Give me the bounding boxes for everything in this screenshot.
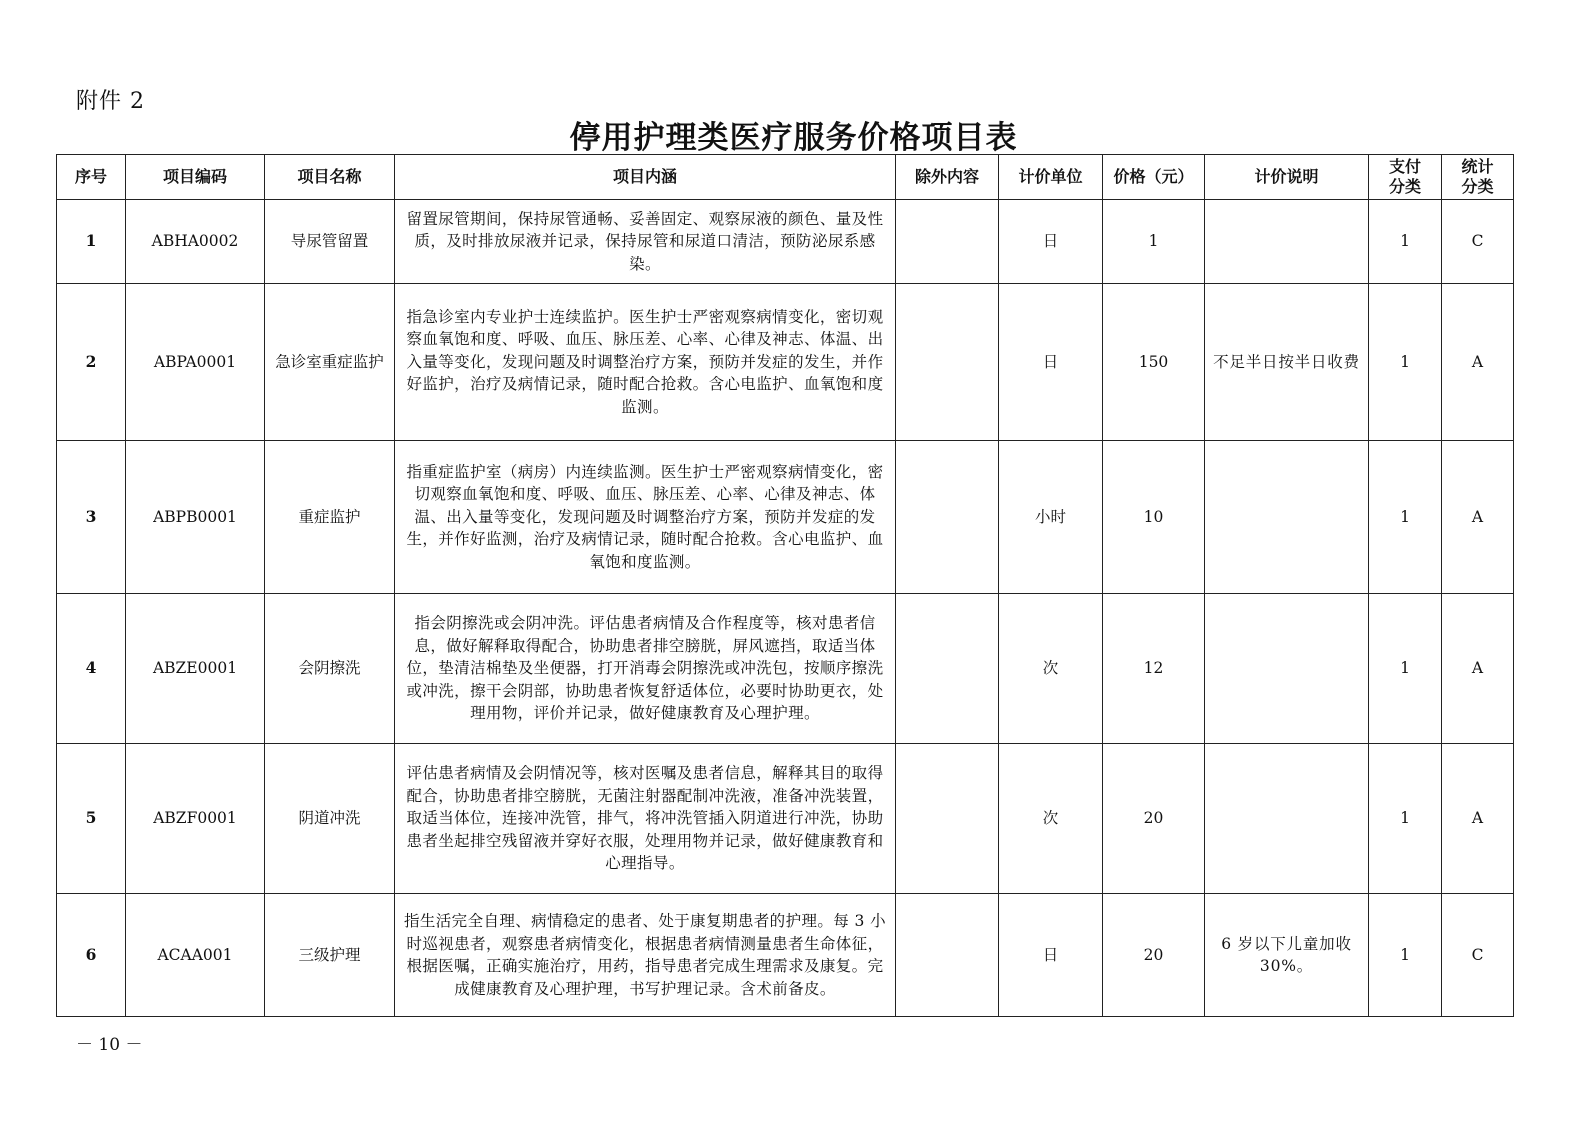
- cell-content: 指重症监护室（病房）内连续监测。医生护士严密观察病情变化，密切观察血氧饱和度、呼吸、血压、脉压差、心率、心律及神志、体温、出入量等变化，发现问题及时调整治疗方案，预防并发症的发生，并作好监测，治疗及病情记录，随时配合抢救。含心电监护、血氧饱和度监测。: [395, 441, 896, 594]
- cell-content: 指急诊室内专业护士连续监护。医生护士严密观察病情变化，密切观察血氧饱和度、呼吸、血压、脉压差、心率、心律及神志、体温、出入量等变化，发现问题及时调整治疗方案，预防并发症的发生，并作好监护，治疗及病情记录，随时配合抢救。含心电监护、血氧饱和度监测。: [395, 284, 896, 441]
- cell-exclusion: [896, 441, 999, 594]
- cell-content: 指会阴擦洗或会阴冲洗。评估患者病情及合作程度等，核对患者信息，做好解释取得配合，协助患者排空膀胱，屏风遮挡，取适当体位，垫清洁棉垫及坐便器，打开消毒会阴擦洗或冲洗包，按顺序擦洗或冲洗，擦干会阴部，协助患者恢复舒适体位，必要时协助更衣，处理用物，评价并记录，做好健康教育及心理护理。: [395, 594, 896, 744]
- attachment-label: 附件 2: [76, 89, 145, 114]
- cell-content: 留置尿管期间，保持尿管通畅、妥善固定、观察尿液的颜色、量及性质，及时排放尿液并记录，保持尿管和尿道口清洁，预防泌尿系感染。: [395, 200, 896, 284]
- cell-unit: 日: [999, 200, 1103, 284]
- table-header-row: [57, 155, 1514, 200]
- cell-seq: 5: [57, 744, 126, 894]
- header-name: 项目名称: [265, 155, 395, 200]
- cell-price: 20: [1103, 894, 1205, 1017]
- cell-stat: C: [1442, 200, 1514, 284]
- cell-code: ABZE0001: [126, 594, 265, 744]
- cell-exclusion: [896, 284, 999, 441]
- cell-unit: 次: [999, 594, 1103, 744]
- cell-pay: 1: [1369, 200, 1442, 284]
- cell-note: 不足半日按半日收费: [1205, 284, 1369, 441]
- cell-unit: 日: [999, 894, 1103, 1017]
- header-unit: 计价单位: [999, 155, 1103, 200]
- table-row: [57, 200, 1514, 284]
- header-seq: 序号: [57, 155, 126, 200]
- cell-seq: 1: [57, 200, 126, 284]
- cell-content: 指生活完全自理、病情稳定的患者、处于康复期患者的护理。每 3 小时巡视患者，观察患者病情变化，根据患者病情测量患者生命体征，根据医嘱，正确实施治疗，用药，指导患者完成生理需求及康复。完成健康教育及心理护理，书写护理记录。含术前备皮。: [395, 894, 896, 1017]
- cell-pay: 1: [1369, 594, 1442, 744]
- cell-note: [1205, 441, 1369, 594]
- page-title: 停用护理类医疗服务价格项目表: [569, 120, 1018, 156]
- cell-stat: A: [1442, 284, 1514, 441]
- table-row: [57, 594, 1514, 744]
- cell-stat: A: [1442, 744, 1514, 894]
- cell-note: [1205, 744, 1369, 894]
- cell-exclusion: [896, 894, 999, 1017]
- cell-name: 重症监护: [265, 441, 395, 594]
- cell-price: 10: [1103, 441, 1205, 594]
- cell-code: ABPB0001: [126, 441, 265, 594]
- cell-code: ABPA0001: [126, 284, 265, 441]
- cell-name: 急诊室重症监护: [265, 284, 395, 441]
- cell-code: ACAA001: [126, 894, 265, 1017]
- cell-unit: 日: [999, 284, 1103, 441]
- cell-exclusion: [896, 594, 999, 744]
- cell-note: [1205, 594, 1369, 744]
- header-content: 项目内涵: [395, 155, 896, 200]
- price-table: [56, 154, 1514, 1017]
- cell-stat: C: [1442, 894, 1514, 1017]
- cell-note: [1205, 200, 1369, 284]
- cell-name: 阴道冲洗: [265, 744, 395, 894]
- cell-name: 会阴擦洗: [265, 594, 395, 744]
- cell-stat: A: [1442, 441, 1514, 594]
- header-stat: 统计 分类: [1442, 155, 1514, 200]
- cell-seq: 2: [57, 284, 126, 441]
- cell-seq: 6: [57, 894, 126, 1017]
- table-row: [57, 284, 1514, 441]
- cell-code: ABZF0001: [126, 744, 265, 894]
- header-exclusion: 除外内容: [896, 155, 999, 200]
- header-code: 项目编码: [126, 155, 265, 200]
- cell-unit: 小时: [999, 441, 1103, 594]
- cell-note: 6 岁以下儿童加收 30%。: [1205, 894, 1369, 1017]
- header-note: 计价说明: [1205, 155, 1369, 200]
- cell-price: 20: [1103, 744, 1205, 894]
- cell-price: 1: [1103, 200, 1205, 284]
- cell-exclusion: [896, 744, 999, 894]
- cell-code: ABHA0002: [126, 200, 265, 284]
- cell-pay: 1: [1369, 441, 1442, 594]
- cell-price: 12: [1103, 594, 1205, 744]
- table-row: [57, 441, 1514, 594]
- cell-stat: A: [1442, 594, 1514, 744]
- cell-pay: 1: [1369, 894, 1442, 1017]
- cell-pay: 1: [1369, 284, 1442, 441]
- cell-pay: 1: [1369, 744, 1442, 894]
- cell-name: 三级护理: [265, 894, 395, 1017]
- cell-unit: 次: [999, 744, 1103, 894]
- table-row: [57, 894, 1514, 1017]
- header-price: 价格（元）: [1103, 155, 1205, 200]
- page-number: － 10 －: [76, 1035, 143, 1055]
- header-pay: 支付 分类: [1369, 155, 1442, 200]
- cell-seq: 3: [57, 441, 126, 594]
- table-row: [57, 744, 1514, 894]
- cell-exclusion: [896, 200, 999, 284]
- cell-name: 导尿管留置: [265, 200, 395, 284]
- cell-content: 评估患者病情及会阴情况等，核对医嘱及患者信息，解释其目的取得配合，协助患者排空膀胱，无菌注射器配制冲洗液，准备冲洗装置，取适当体位，连接冲洗管，排气，将冲洗管插入阴道进行冲洗，协助患者坐起排空残留液并穿好衣服，处理用物并记录，做好健康教育和心理指导。: [395, 744, 896, 894]
- cell-seq: 4: [57, 594, 126, 744]
- cell-price: 150: [1103, 284, 1205, 441]
